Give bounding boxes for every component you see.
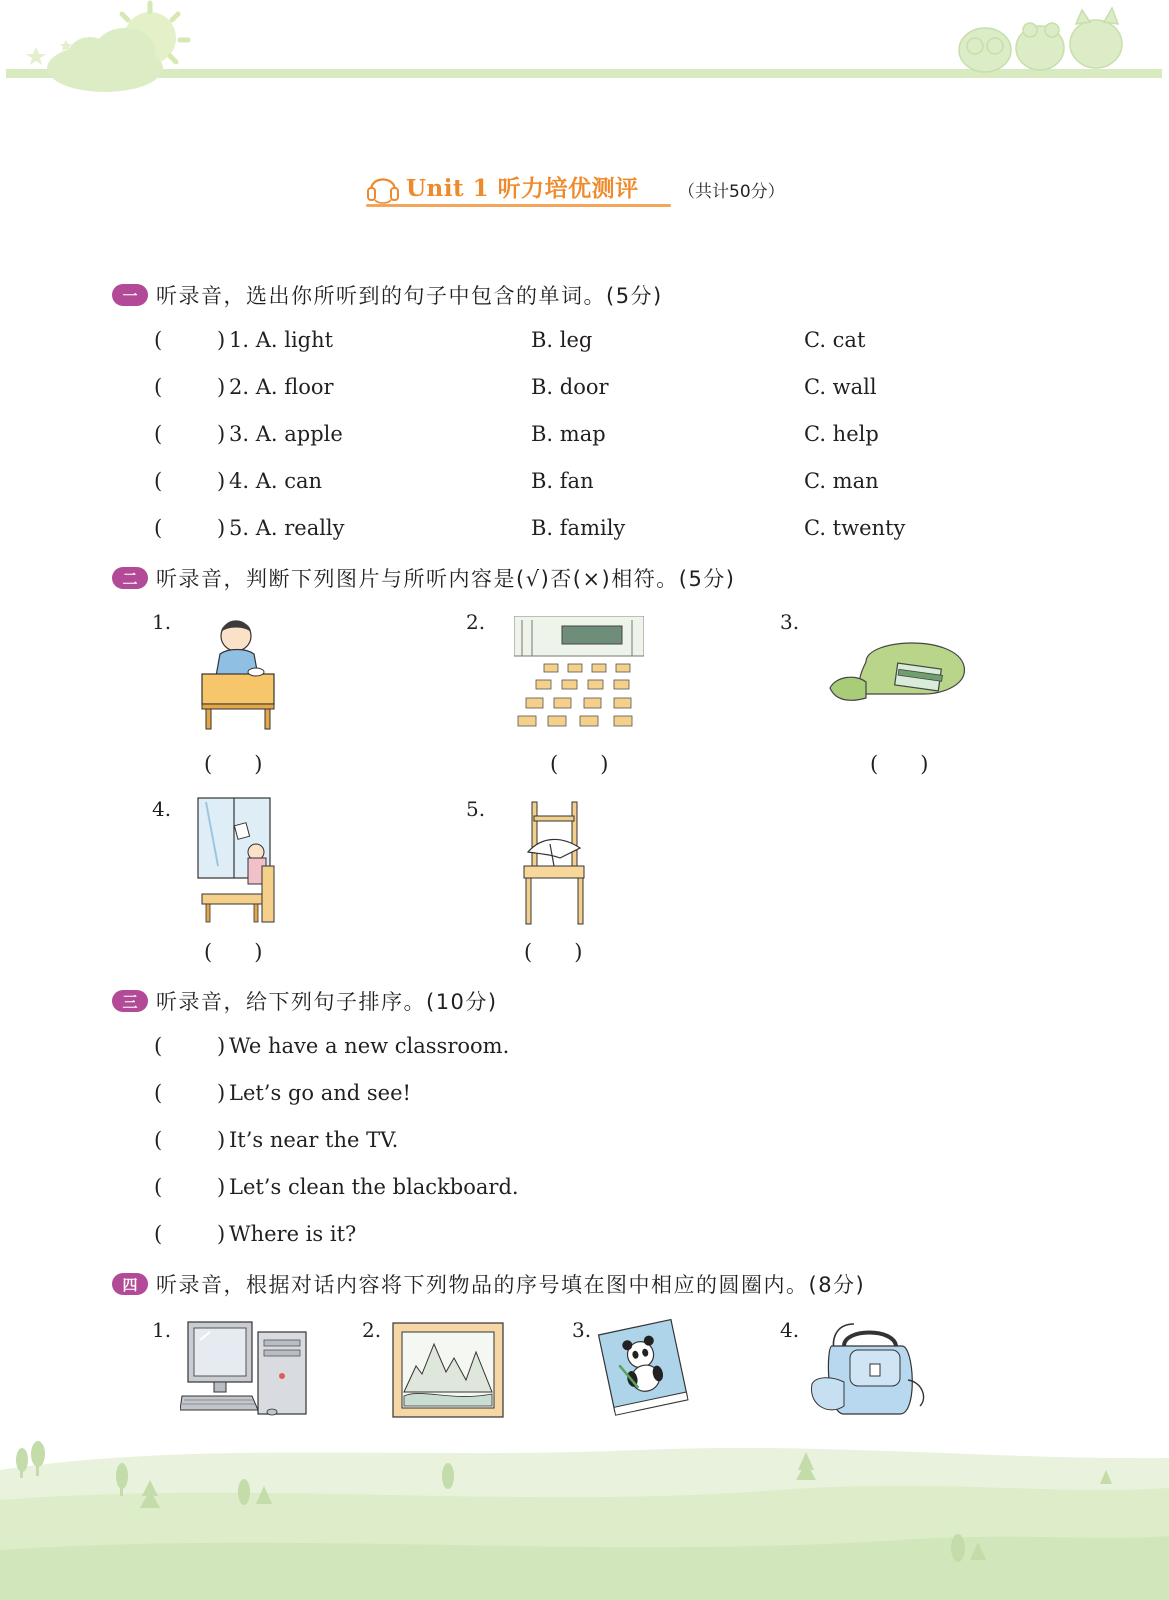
answer-paren-close: ): [217, 1034, 226, 1058]
page-title-block: [366, 168, 816, 216]
section-3-instruction: 听录音，给下列句子排序。(10分): [156, 990, 498, 1014]
title-underline: [366, 204, 671, 207]
answer-paren-close: ): [217, 422, 226, 446]
footer-landscape-decoration: [0, 1430, 1169, 1600]
answer-paren-open: (: [154, 422, 163, 446]
option-b: B. map: [531, 422, 606, 446]
option-b: B. door: [531, 375, 609, 399]
answer-paren: ( ): [204, 940, 263, 964]
answer-paren-open: (: [154, 469, 163, 493]
section-3-badge: 三: [112, 990, 148, 1012]
option-a: 4. A. can: [229, 469, 323, 493]
section-3-heading: [112, 986, 498, 1016]
section-4-heading: [112, 1269, 865, 1299]
picture-item-number: 5.: [466, 797, 486, 821]
section-1-instruction: 听录音，选出你所听到的句子中包含的单词。(5分): [156, 284, 663, 308]
answer-paren: ( ): [550, 752, 609, 776]
option-b: B. family: [531, 516, 626, 540]
section-1-heading: [112, 280, 663, 310]
computer-picture: [180, 1320, 312, 1418]
answer-paren-open: (: [154, 1128, 163, 1152]
answer-paren-close: ): [217, 375, 226, 399]
mountain-picture: [392, 1322, 504, 1418]
answer-paren: ( ): [870, 752, 929, 776]
answer-paren-close: ): [217, 1175, 226, 1199]
section-2-instruction: 听录音，判断下列图片与所听内容是(√)否(×)相符。(5分): [156, 567, 736, 591]
answer-paren-open: (: [154, 1175, 163, 1199]
panda-storybook-picture: [594, 1316, 696, 1416]
classroom-desks-picture: [514, 616, 644, 730]
option-c: C. cat: [804, 328, 866, 352]
option-a: 2. A. floor: [229, 375, 334, 399]
answer-paren-close: ): [217, 469, 226, 493]
answer-paren-close: ): [217, 1222, 226, 1246]
answer-paren-close: ): [217, 1081, 226, 1105]
header-decoration: [0, 0, 1169, 110]
option-a: 5. A. really: [229, 516, 345, 540]
section-1-badge: 一: [112, 284, 148, 306]
sentence-text: It’s near the TV.: [229, 1128, 399, 1152]
picture-item-number: 4.: [152, 797, 172, 821]
picture-item-number: 3.: [780, 610, 800, 634]
blue-schoolbag-picture: [804, 1320, 930, 1420]
total-score-note: （共计50分）: [678, 182, 785, 202]
option-c: C. twenty: [804, 516, 906, 540]
option-c: C. man: [804, 469, 879, 493]
option-b: B. fan: [531, 469, 594, 493]
answer-paren: ( ): [204, 752, 263, 776]
child-cleaning-window-picture: [196, 796, 278, 926]
sentence-text: Let’s go and see!: [229, 1081, 411, 1105]
answer-paren-close: ): [217, 328, 226, 352]
sentence-text: Let’s clean the blackboard.: [229, 1175, 519, 1199]
option-c: C. wall: [804, 375, 877, 399]
answer-paren-open: (: [154, 516, 163, 540]
option-a: 1. A. light: [229, 328, 334, 352]
answer-paren-open: (: [154, 328, 163, 352]
answer-paren-open: (: [154, 1081, 163, 1105]
section-4-instruction: 听录音，根据对话内容将下列物品的序号填在图中相应的圆圈内。(8分): [156, 1273, 866, 1297]
sentence-text: We have a new classroom.: [229, 1034, 510, 1058]
green-schoolbag-picture: [826, 632, 970, 710]
answer-paren-open: (: [154, 1222, 163, 1246]
option-c: C. help: [804, 422, 879, 446]
answer-paren-close: ): [217, 516, 226, 540]
answer-paren-open: (: [154, 375, 163, 399]
section-4-badge: 四: [112, 1273, 148, 1295]
sentence-text: Where is it?: [229, 1222, 357, 1246]
answer-paren-close: ): [217, 1128, 226, 1152]
picture-item-number: 2.: [362, 1318, 382, 1342]
cartoon-animals-icon: [959, 8, 1122, 72]
answer-paren-open: (: [154, 1034, 163, 1058]
kite-on-chair-picture: [520, 800, 588, 928]
section-2-badge: 二: [112, 567, 148, 589]
picture-item-number: 1.: [152, 1318, 172, 1342]
option-a: 3. A. apple: [229, 422, 343, 446]
boy-cleaning-desk-picture: [198, 612, 278, 730]
page-title: Unit 1 听力培优测评: [406, 175, 639, 202]
answer-paren: ( ): [524, 940, 583, 964]
headphones-icon: [366, 168, 400, 208]
picture-item-number: 3.: [572, 1318, 592, 1342]
picture-item-number: 2.: [466, 610, 486, 634]
section-2-heading: [112, 563, 736, 593]
cloud-icon: [47, 28, 163, 92]
picture-item-number: 1.: [152, 610, 172, 634]
option-b: B. leg: [531, 328, 593, 352]
picture-item-number: 4.: [780, 1318, 800, 1342]
